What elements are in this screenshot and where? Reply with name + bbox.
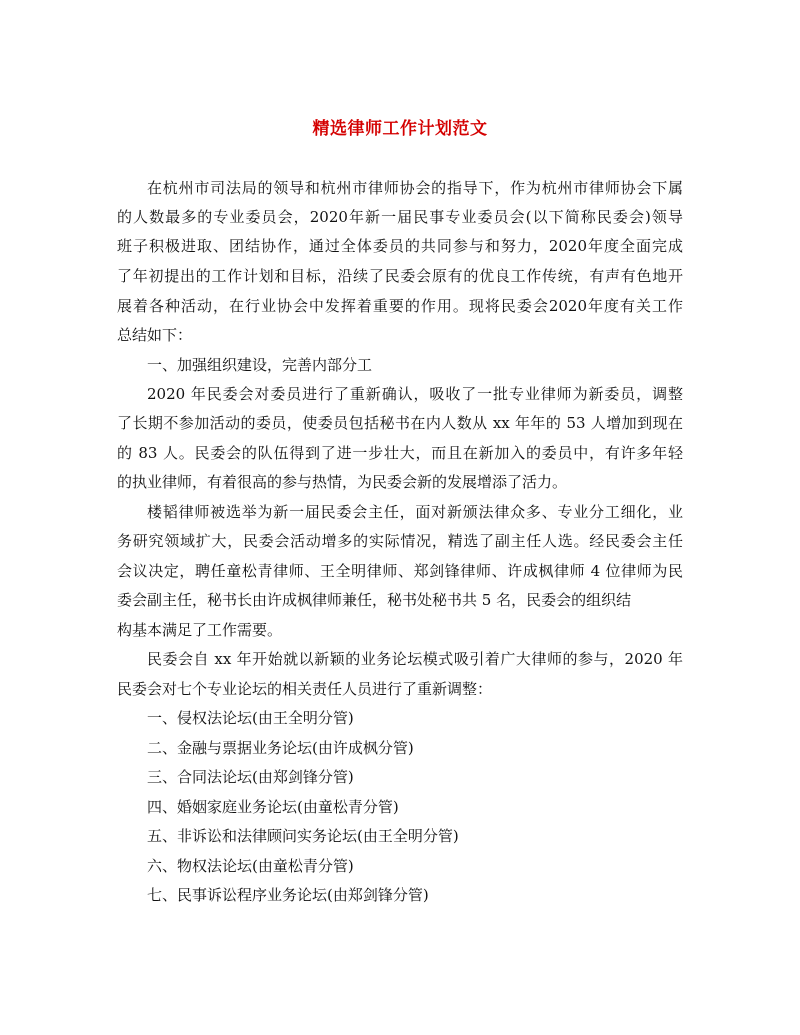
paragraph-line: 务研究领域扩大，民委会活动增多的实际情况，精选了副主任人选。经民委会主任 bbox=[117, 532, 683, 550]
paragraph-line: 的 83 人。民委会的队伍得到了进一步壮大，而且在新加入的委员中，有许多年轻 bbox=[117, 444, 683, 462]
list-item: 七、民事诉讼程序业务论坛(由郑剑锋分管) bbox=[147, 886, 429, 904]
paragraph-line: 民委会自 xx 年开始就以新颖的业务论坛模式吸引着广大律师的参与，2020 年 bbox=[147, 650, 683, 668]
document-title: 精选律师工作计划范文 bbox=[312, 119, 488, 139]
paragraph-line: 会议决定，聘任童松青律师、王全明律师、郑剑锋律师、许成枫律师 4 位律师为民 bbox=[117, 562, 683, 580]
list-item: 四、婚姻家庭业务论坛(由童松青分管) bbox=[147, 798, 399, 816]
paragraph-line: 班子积极进取、团结协作，通过全体委员的共同参与和努力，2020年度全面完成 bbox=[117, 237, 683, 255]
list-item: 六、物权法论坛(由童松青分管) bbox=[147, 857, 354, 875]
list-item: 五、非诉讼和法律顾问实务论坛(由王全明分管) bbox=[147, 827, 459, 845]
paragraph-line: 的人数最多的专业委员会，2020年新一届民事专业委员会(以下简称民委会)领导 bbox=[117, 208, 683, 226]
paragraph-line: 了长期不参加活动的委员，使委员包括秘书在内人数从 xx 年年的 53 人增加到现在 bbox=[117, 414, 683, 432]
list-item: 一、侵权法论坛(由王全明分管) bbox=[147, 709, 354, 727]
paragraph-line: 在杭州市司法局的领导和杭州市律师协会的指导下，作为杭州市律师协会下属 bbox=[147, 179, 683, 197]
paragraph-line: 2020 年民委会对委员进行了重新确认，吸收了一批专业律师为新委员，调整 bbox=[147, 385, 683, 403]
list-item: 三、合同法论坛(由郑剑锋分管) bbox=[147, 768, 354, 786]
paragraph-line: 民委会对七个专业论坛的相关责任人员进行了重新调整： bbox=[117, 680, 493, 698]
list-item: 二、金融与票据业务论坛(由许成枫分管) bbox=[147, 739, 414, 757]
section-heading: 一、加强组织建设，完善内部分工 bbox=[147, 356, 373, 374]
paragraph-line: 楼韬律师被选举为新一届民委会主任，面对新颁法律众多、专业分工细化，业 bbox=[147, 503, 683, 521]
paragraph-line: 的执业律师，有着很高的参与热情，为民委会新的发展增添了活力。 bbox=[117, 473, 568, 491]
paragraph-line: 总结如下： bbox=[117, 326, 193, 344]
paragraph-line: 委会副主任，秘书长由许成枫律师兼任，秘书处秘书共 5 名，民委会的组织结 bbox=[117, 591, 632, 609]
paragraph-line: 了年初提出的工作计划和目标，沿续了民委会原有的优良工作传统，有声有色地开 bbox=[117, 267, 683, 285]
paragraph-line: 展着各种活动，在行业协会中发挥着重要的作用。现将民委会2020年度有关工作 bbox=[117, 297, 683, 315]
paragraph-line: 构基本满足了工作需要。 bbox=[117, 621, 283, 639]
